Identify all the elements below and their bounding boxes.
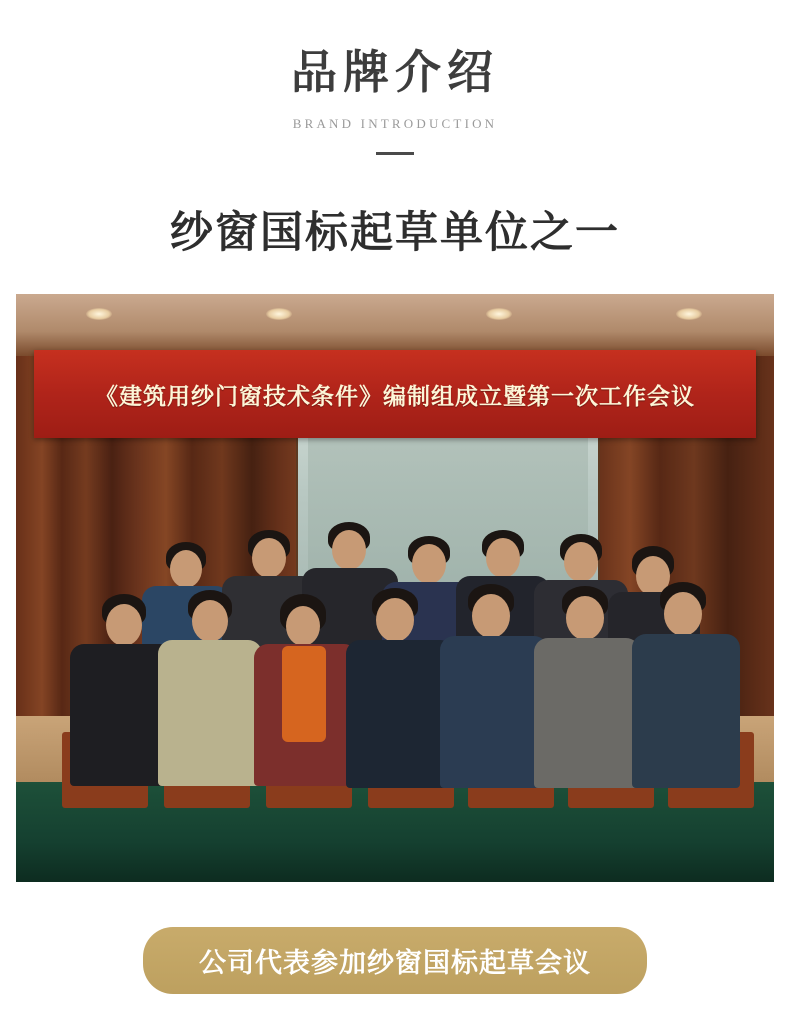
ceiling-light-icon [86, 308, 112, 320]
page-subtitle-english: BRAND INTRODUCTION [292, 116, 498, 132]
ceiling-light-icon [676, 308, 702, 320]
meeting-photo [16, 294, 774, 882]
ceiling-light-icon [486, 308, 512, 320]
ceiling-light-icon [266, 308, 292, 320]
photo-illustration [16, 294, 774, 882]
banner-text: 《建筑用纱门窗技术条件》编制组成立暨第一次工作会议 [95, 382, 695, 409]
caption-label: 公司代表参加纱窗国标起草会议 [143, 927, 647, 994]
red-banner [34, 350, 756, 438]
divider-rule [376, 152, 414, 155]
ceiling [16, 294, 774, 356]
caption-bar [0, 927, 790, 994]
page-title: 品牌介绍 [291, 46, 499, 98]
section-headline: 纱窗国标起草单位之一 [170, 209, 620, 258]
page-header [0, 0, 790, 155]
